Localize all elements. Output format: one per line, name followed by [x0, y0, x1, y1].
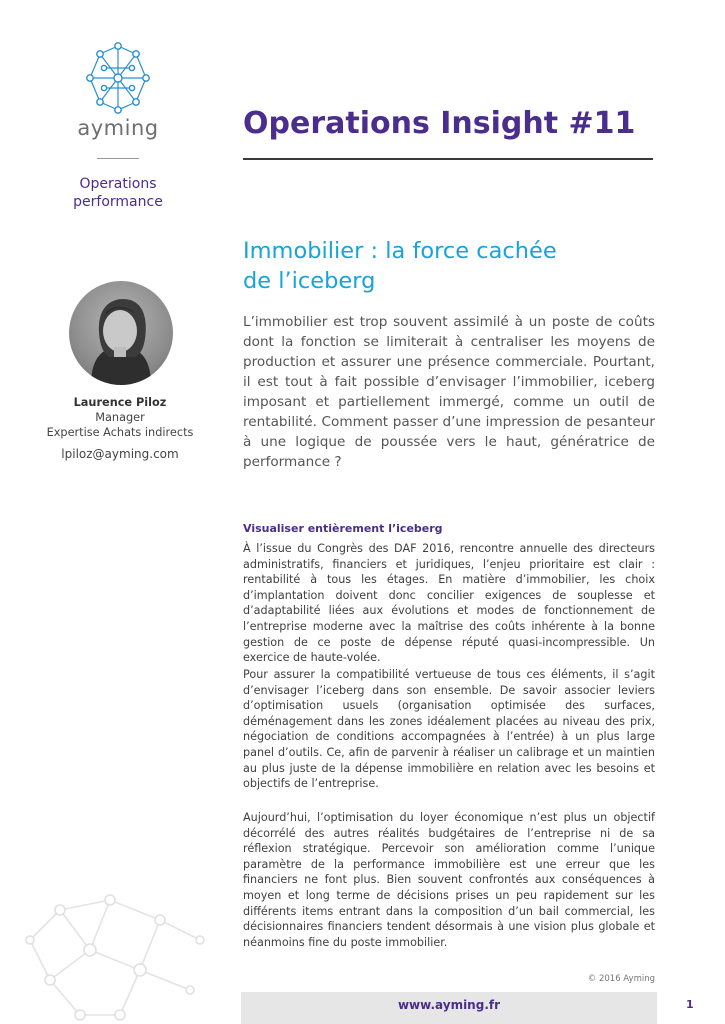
brand-divider: [97, 158, 139, 159]
body-paragraph-3: Aujourd’hui, l’optimisation du loyer économique n’est plus un objectif décorrélé des autres réalités budgétaires de l’entreprise ni de sa réflexion stratégique. Percevoir son amélioration comme l’unique paramètre de la performance immobilière est une erreur que les financiers ne font plus. Bien souvent confrontés aux conséquences à moyen et long terme de décisions prises un peu rapidement sur les différents items entrant dans la composition d’un bail commercial, les décisionnaires financiers tendent désormais à une vision plus globale et néanmoins fine du poste immobilier.: [243, 811, 655, 949]
intro-paragraph: L’immobilier est trop souvent assimilé à un poste de coûts dont la fonction se limiterait à centraliser les moyens de production et assurer une présence commerciale. Pourtant, il est tout à fait possible d’envisager l’immobilier, iceberg imposant et partiellement immergé, comme un outil de rentabilité. Comment passer d’une impression de pesanteur à une logique de poussée vers le haut, génératrice de performance ?: [243, 314, 655, 470]
section-heading: Visualiser entièrement l’iceberg: [243, 522, 443, 535]
author-name: Laurence Piloz: [73, 396, 167, 409]
category-label: [48, 175, 188, 211]
subtitle-line-1: Immobilier : la force cachée: [243, 238, 557, 264]
brand-name: ayming: [77, 116, 159, 140]
title-divider: [243, 158, 653, 160]
category-line-1: Operations: [79, 176, 157, 192]
copyright-notice: © 2016 Ayming: [587, 974, 655, 984]
article-subtitle: [243, 236, 603, 296]
network-logo-icon: [80, 40, 156, 116]
author-role: Manager: [95, 411, 145, 424]
author-card: [30, 395, 210, 462]
page-title: Operations Insight #11: [243, 106, 636, 141]
body-paragraph-2: Pour assurer la compatibilité vertueuse de tous ces éléments, il s’agit d’envisager l’iceberg dans son ensemble. De savoir associer leviers d’optimisation usuels (organisation optimisée des surfaces, déménagement dans les zones idéalement placées au niveau des prix, négociation de conditions accompagnées à l’entrée) à un plus large panel d’outils. Ce, afin de parvenir à réaliser un calibrage et un maintien au plus juste de la dépense immobilière en relation avec les besoins et objectifs de l’entreprise.: [243, 668, 655, 791]
body-paragraph-1: À l’issue du Congrès des DAF 2016, rencontre annuelle des directeurs administratifs, financiers et juridiques, l’enjeu prioritaire est clair : rentabilité à tous les étages. En matière d’immobilier, les choix d’implantation doivent donc concilier exigences de souplesse et d’adaptabilité liées aux évolutions et modes de fonctionnement de l’entreprise moderne avec la maîtrise des coûts inhérente à la bonne gestion de ce poste de dépense réputé quasi-incompressible. Un exercice de haute-volée.: [243, 542, 655, 665]
website-link[interactable]: www.ayming.fr: [397, 998, 501, 1012]
subtitle-line-2: de l’iceberg: [243, 268, 376, 294]
network-decoration-icon: [20, 880, 210, 1024]
page-number: 1: [686, 998, 694, 1011]
portrait-illustration: [69, 281, 173, 385]
author-department: Expertise Achats indirects: [46, 426, 194, 439]
author-email-link[interactable]: lpiloz@ayming.com: [61, 447, 179, 461]
category-line-2: performance: [73, 194, 163, 210]
avatar: [69, 281, 173, 385]
